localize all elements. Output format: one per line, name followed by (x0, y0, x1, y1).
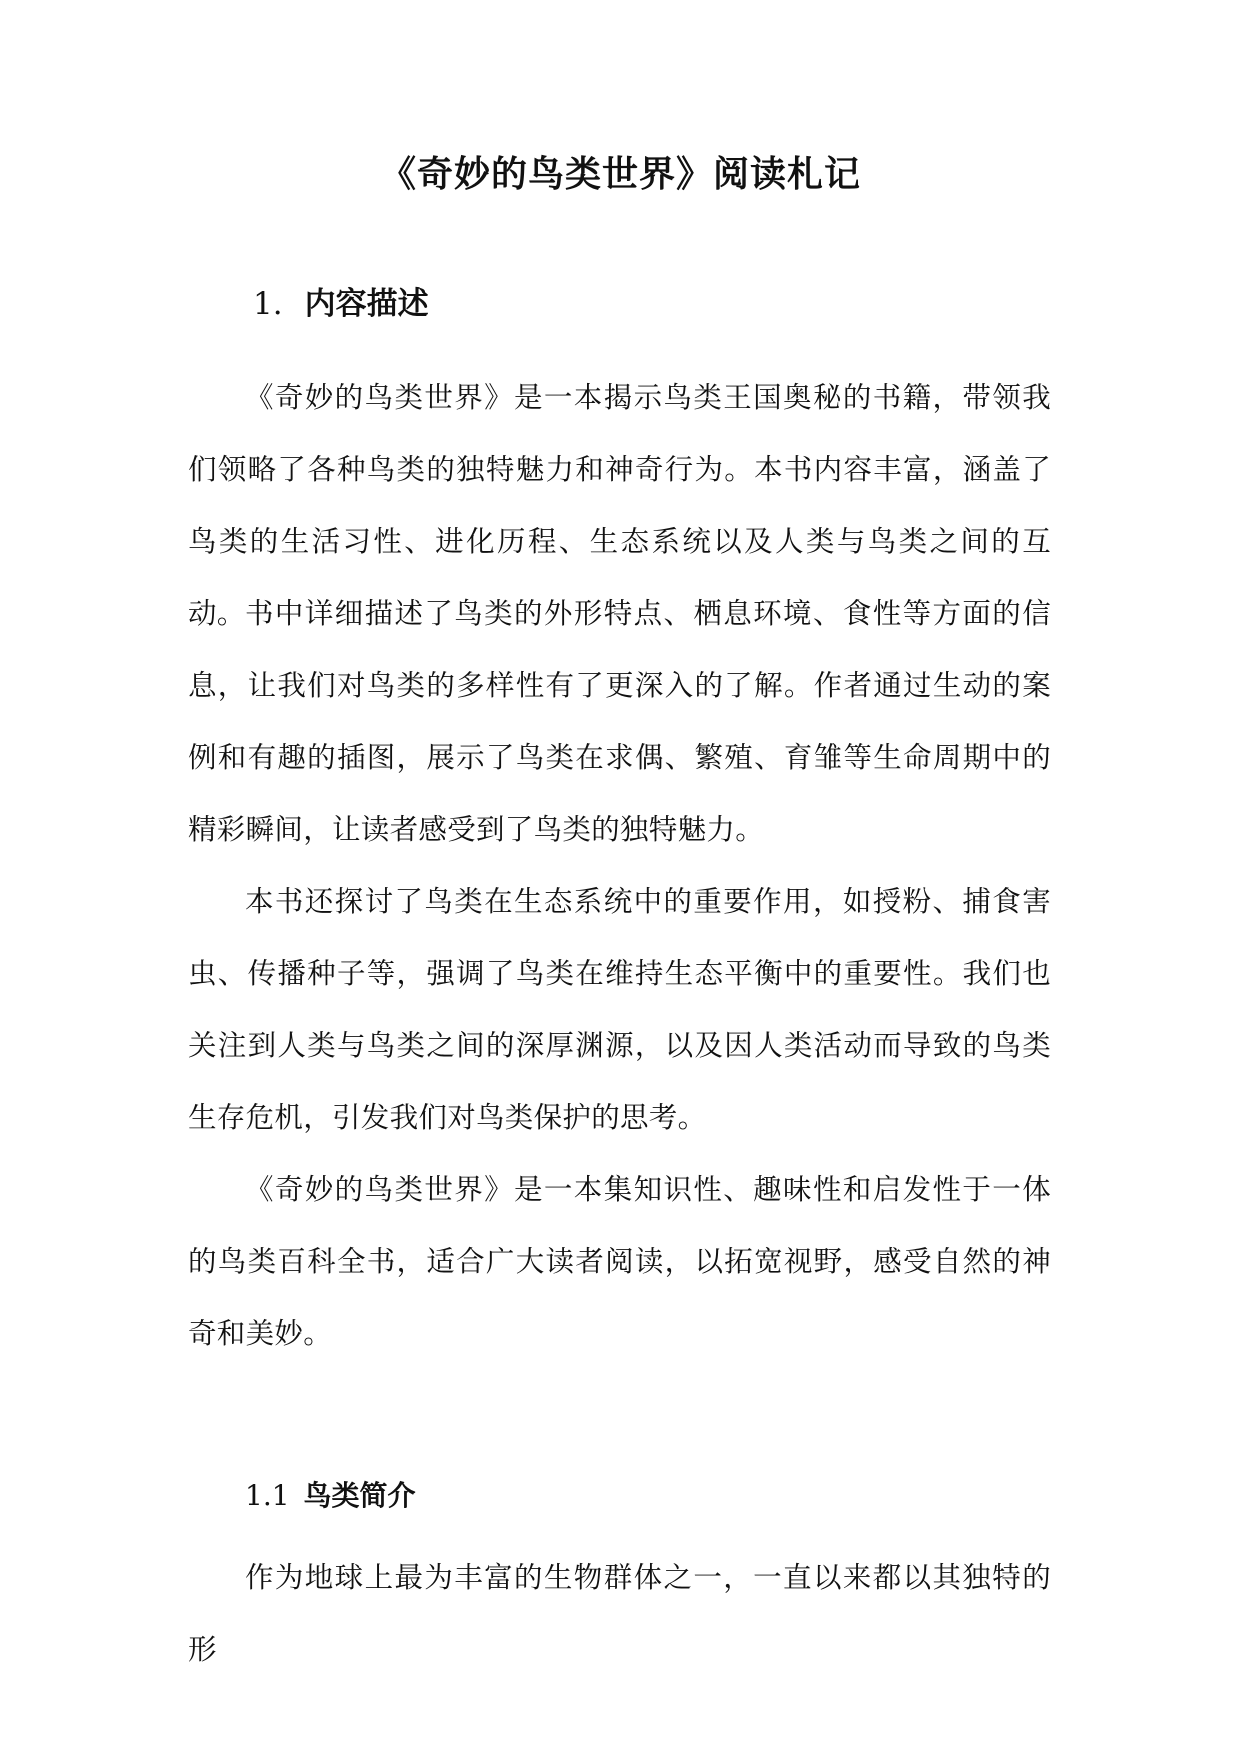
paragraph: 《奇妙的鸟类世界》是一本揭示鸟类王国奥秘的书籍，带领我们领略了各种鸟类的独特魅力和神奇行为。本书内容丰富，涵盖了鸟类的生活习性、进化历程、生态系统以及人类与鸟类之间的互动。 (188, 381, 1051, 630)
document-title: 《奇妙的鸟类世界》阅读札记 (379, 154, 861, 195)
section-heading-1 (253, 282, 429, 326)
subsection-title: 鸟类简介 (303, 1479, 416, 1512)
paragraph: 《奇妙的鸟类世界》是一本集知识性、趣味性和启发性于一体的鸟类百科全书，适合广大读者阅读，以拓宽视野，感受自然的神奇和美妙。 (188, 1173, 1051, 1350)
section-heading-1-1 (245, 1476, 416, 1516)
paragraph: 本书还探讨了鸟类在生态系统中的重要作用，如授粉、捕食害虫、传播种子等，强调了鸟类在维持生态平衡中的重要性。我们也关注到人类与鸟类之间的深厚渊源，以及因人类活动而导致的鸟类生存危机，引发我们对鸟类保护的思考。 (188, 885, 1051, 1134)
section-number: 1. (253, 286, 283, 322)
section-title: 内容描述 (304, 286, 429, 322)
paragraph: 书中详细描述了鸟类的外形特点、栖息环境、食性等方面的信息，让我们对鸟类的多样性有了更深入的了解。作者通过生动的案例和有趣的插图，展示了鸟类在求偶、繁殖、育雏等生命周期中的精彩瞬间，让读者感受到了鸟类的独特魅力。 (188, 597, 1051, 846)
paragraph: 作为地球上最为丰富的生物群体之一，一直以来都以其独特的形 (188, 1561, 1051, 1666)
subsection-number: 1.1 (245, 1479, 290, 1512)
